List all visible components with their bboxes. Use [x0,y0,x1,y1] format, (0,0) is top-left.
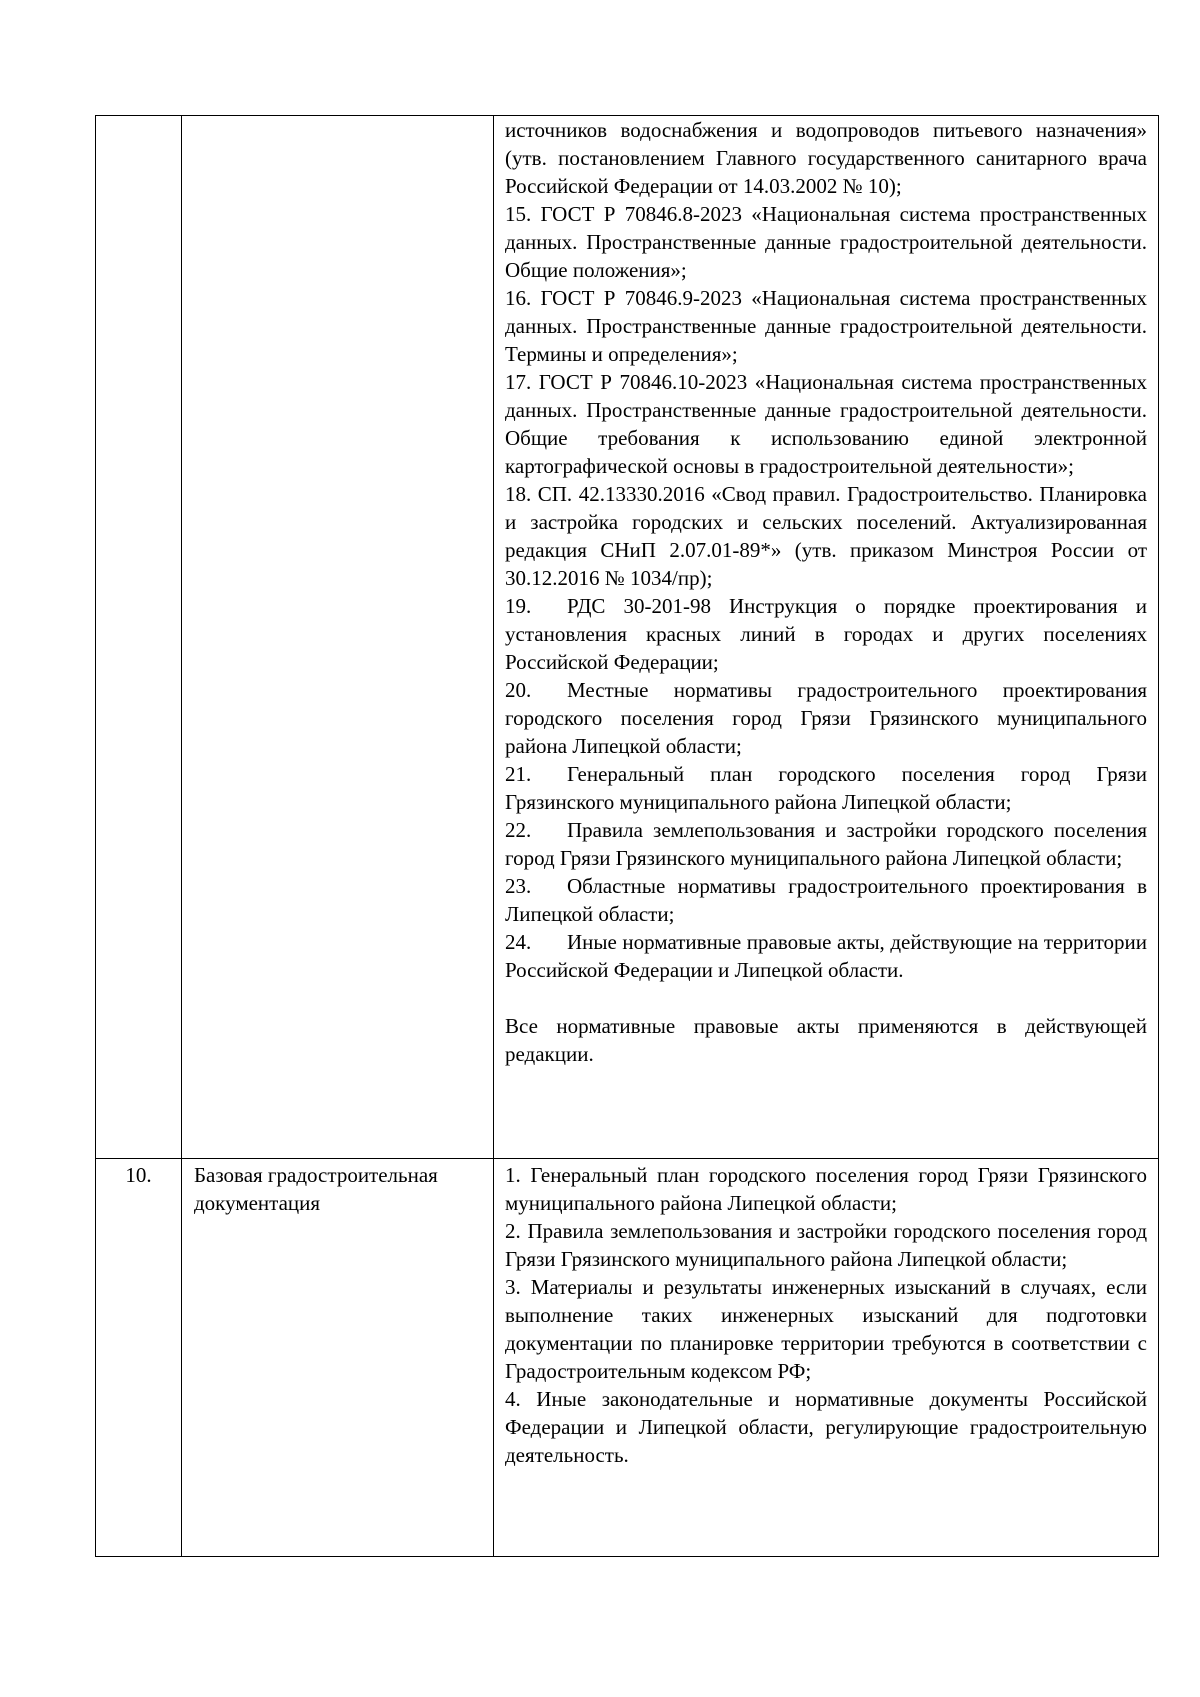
content-paragraph: 1. Генеральный план городского поселения город Грязи Грязинского муниципального района Липецкой области; [505,1163,1147,1215]
content-paragraph [505,816,1147,872]
content-paragraph [505,872,1147,928]
note-paragraph: Все нормативные правовые акты применяются в действующей редакции. [505,1014,1147,1066]
item-text: Генеральный план городского поселения город Грязи Грязинского муниципального района Липецкой области; [505,762,1147,814]
item-text: Правила землепользования и застройки городского поселения город Грязи Грязинского муниципального района Липецкой области; [505,818,1147,870]
content-paragraph [505,592,1147,676]
content-paragraph: источников водоснабжения и водопроводов питьевого назначения» (утв. постановлением Главного государственного санитарного врача Российской Федерации от 14.03.2002 № 10); [505,118,1147,198]
content-paragraph: 4. Иные законодательные и нормативные документы Российской Федерации и Липецкой области, регулирующие градостроительную деятельность. [505,1387,1147,1467]
content-paragraph [505,928,1147,984]
content-paragraph: 2. Правила землепользования и застройки городского поселения город Грязи Грязинского муниципального района Липецкой области; [505,1219,1147,1271]
row-name-cell [182,116,494,1159]
content-paragraph: 3. Материалы и результаты инженерных изысканий в случаях, если выполнение таких инженерных изысканий для подготовки документации по планировке территории требуются в соответствии с Градостроительным кодексом РФ; [505,1275,1147,1383]
item-number: 23. [505,874,532,898]
item-number: 19. [505,594,532,618]
content-paragraph: 18. СП. 42.13330.2016 «Свод правил. Градостроительство. Планировка и застройка городских и сельских поселений. Актуализированная редакция СНиП 2.07.01-89*» (утв. приказом Минстроя России от 30.12.2016 № 1034/пр); [505,482,1147,590]
item-text: Местные нормативы градостроительного проектирования городского поселения город Грязи Грязинского муниципального района Липецкой области; [505,678,1147,758]
item-text: Иные нормативные правовые акты, действующие на территории Российской Федерации и Липецкой области. [505,930,1147,982]
item-number: 20. [505,678,532,702]
row-content-cell [494,1159,1159,1557]
item-number: 24. [505,930,532,954]
row-number-cell [96,116,182,1159]
content-paragraph: 15. ГОСТ Р 70846.8-2023 «Национальная система пространственных данных. Пространственные данные градостроительной деятельности. Общие положения»; [505,202,1147,282]
content-paragraph [505,760,1147,816]
item-number: 21. [505,762,532,786]
row-number-cell: 10. [96,1159,182,1557]
row-name-cell: Базовая градостроительная документация [182,1159,494,1557]
row-content-cell [494,116,1159,1159]
content-paragraph: 17. ГОСТ Р 70846.10-2023 «Национальная система пространственных данных. Пространственные данные градостроительной деятельности. Общие требования к использованию единой электронной картографической основы в градостроительной деятельности»; [505,370,1147,478]
item-number: 22. [505,818,532,842]
table-row-10 [96,1159,1159,1557]
content-paragraph: 16. ГОСТ Р 70846.9-2023 «Национальная система пространственных данных. Пространственные данные градостроительной деятельности. Термины и определения»; [505,286,1147,366]
content-paragraph [505,676,1147,760]
document-table [95,115,1159,1557]
table-row-continuation [96,116,1159,1159]
item-text: Областные нормативы градостроительного проектирования в Липецкой области; [505,874,1147,926]
blank-line [505,984,1147,1012]
item-text: РДС 30-201-98 Инструкция о порядке проектирования и установления красных линий в городах и других поселениях Российской Федерации; [505,594,1147,674]
